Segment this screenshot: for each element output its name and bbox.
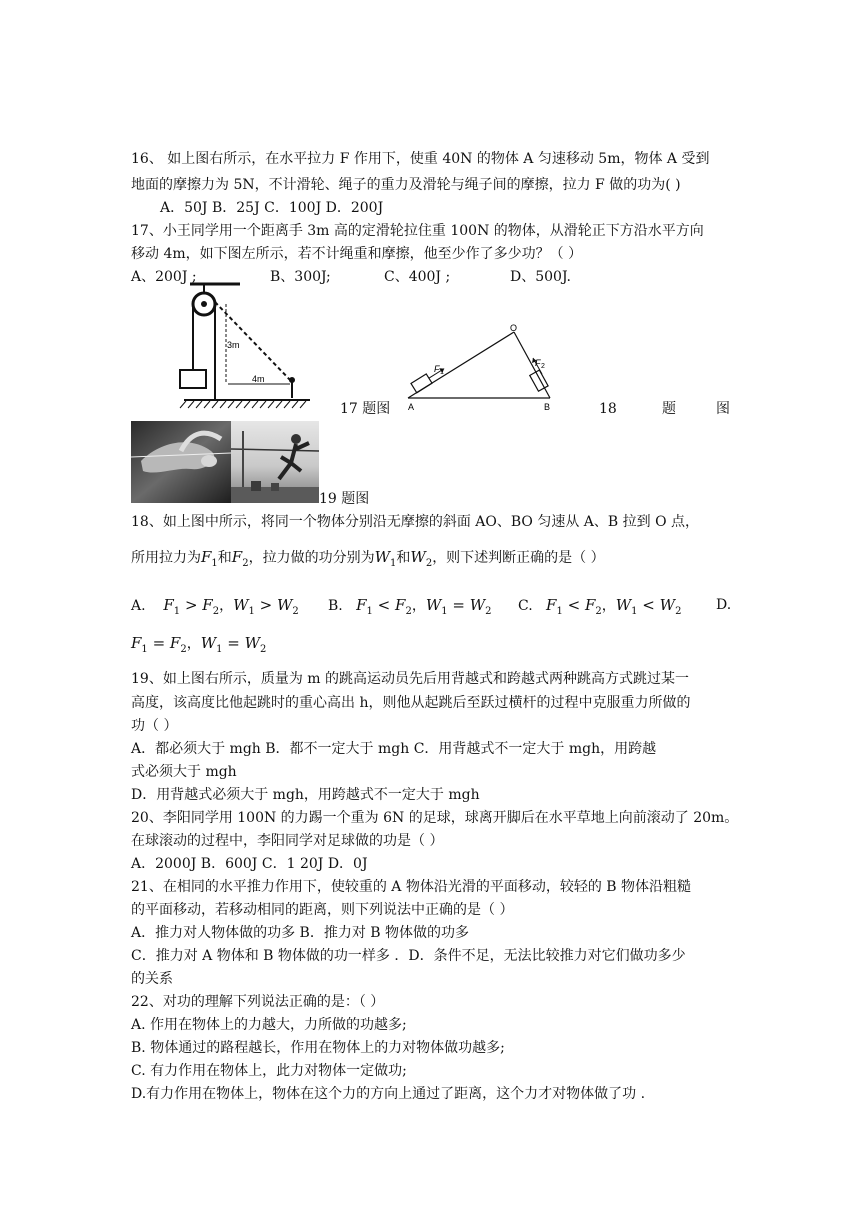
fig18-caption-tu: 图 — [716, 401, 730, 417]
fig17-pulley-diagram — [170, 282, 320, 412]
q19-line2: 高度，该高度比他起跳时的重心高出 h，则他从起跳后至跃过横杆的过程中克服重力所做的 — [131, 695, 691, 711]
fig18-caption-18: 18 — [599, 401, 617, 417]
q20-line1: 20、李阳同学用 100N 的力踢一个重为 6N 的足球，球离开脚后在水平草地上向前滚动了 20m。 — [131, 810, 739, 826]
q18-option-a: A. $F_1 > F_2$，$W_1 > W_2$ — [131, 596, 299, 617]
fig19-caption: 19 题图 — [319, 491, 370, 507]
fig18-inclined-planes-diagram — [402, 322, 562, 414]
q20-line3: A．2000J B．600J C．1 20J D．0J — [131, 856, 368, 872]
q17-line1: 17、小王同学用一个距离手 3m 高的定滑轮拉住重 100N 的物体，从滑轮正下方沿水平方向 — [131, 223, 704, 239]
fig17-label-4m: 4m — [252, 374, 265, 384]
q17-option-d: D、500J. — [510, 269, 571, 285]
q19-line5: 式必须大于 mgh — [131, 764, 237, 780]
q21-line5: 的关系 — [131, 971, 173, 987]
q22-line2: A. 作用在物体上的力越大，力所做的功越多; — [131, 1017, 407, 1033]
fig18-label-f2: F — [535, 358, 541, 368]
fig18-caption-ti: 题 — [662, 401, 676, 417]
q19-line6: D．用背越式必须大于 mgh，用跨越式不一定大于 mgh — [131, 787, 480, 803]
fig18-label-f1-sub: 1 — [440, 369, 444, 376]
q17-option-b: B、300J; — [270, 269, 331, 285]
q17-line2: 移动 4m，如下图左所示，若不计绳重和摩擦，他至少作了多少功？（ ） — [131, 246, 583, 262]
q18-option-b: B. $F_1 < F_2$，$W_1 = W_2$ — [328, 596, 492, 617]
q22-line4: C. 有力作用在物体上，此力对物体一定做功; — [131, 1063, 407, 1079]
q16-line2: 地面的摩擦力为 5N，不计滑轮、绳子的重力及滑轮与绳子间的摩擦，拉力 F 做的功为( ) — [131, 177, 681, 193]
fig19-high-jump-photos — [131, 421, 319, 503]
q17-option-c: C、400J ; — [384, 269, 451, 285]
q16-options: A．50J B．25J C．100J D．200J — [160, 200, 384, 216]
fig18-label-a: A — [408, 402, 415, 412]
q18-line2: 所用拉力为$F_1$和$F_2$，拉力做的功分别为$W_1$和$W_2$，则下述判断正确的是（ ） — [131, 548, 605, 569]
fig18-label-b: B — [544, 402, 551, 412]
fig18-label-f1: F — [434, 364, 440, 374]
q22-line5: D.有力作用在物体上，物体在这个力的方向上通过了距离，这个力才对物体做了功 . — [131, 1086, 646, 1102]
q18-option-d: $F_1 = F_2$，$W_1 = W_2$ — [131, 634, 267, 655]
q19-line3: 功（ ） — [131, 718, 178, 734]
q18-line1: 18、如上图中所示，将同一个物体分别沿无摩擦的斜面 AO、BO 匀速从 A、B 拉到 O 点， — [131, 514, 700, 530]
q19-line1: 19、如上图右所示，质量为 m 的跳高运动员先后用背越式和跨越式两种跳高方式跳过某一 — [131, 671, 689, 687]
q21-line4: C．推力对 A 物体和 B 物体做的功一样多 ．D．条件不足，无法比较推力对它们做功多少 — [131, 948, 686, 964]
q17-option-a: A、200J ; — [131, 269, 197, 285]
q21-line2: 的平面移动，若移动相同的距离，则下列说法中正确的是（ ） — [131, 902, 514, 918]
q21-line1: 21、在相同的水平推力作用下，使较重的 A 物体沿光滑的平面移动，较轻的 B 物体沿粗糙 — [131, 879, 692, 895]
q18-option-c: C. $F_1 < F_2$，$W_1 < W_2$ — [518, 596, 682, 617]
fig17-label-3m: 3m — [227, 340, 240, 350]
q21-line3: A．推力对人物体做的功多 B．推力对 B 物体做的功多 — [131, 925, 470, 941]
fig18-label-f2-sub: 2 — [541, 363, 545, 370]
fig17-caption: 17 题图 — [340, 401, 391, 417]
q16-line1: 16、 如上图右所示，在水平拉力 F 作用下，使重 40N 的物体 A 匀速移动 5m，物体 A 受到 — [131, 151, 710, 167]
q19-line4: A．都必须大于 mgh B．都不一定大于 mgh C．用背越式不一定大于 mgh，用跨越 — [131, 741, 657, 757]
q22-line1: 22、对功的理解下列说法正确的是：（ ） — [131, 994, 385, 1010]
q18-option-d-label: D. — [716, 597, 732, 613]
fig18-label-o: O — [510, 323, 518, 333]
q22-line3: B. 物体通过的路程越长，作用在物体上的力对物体做功越多; — [131, 1040, 505, 1056]
q20-line2: 在球滚动的过程中，李阳同学对足球做的功是（ ） — [131, 833, 444, 849]
